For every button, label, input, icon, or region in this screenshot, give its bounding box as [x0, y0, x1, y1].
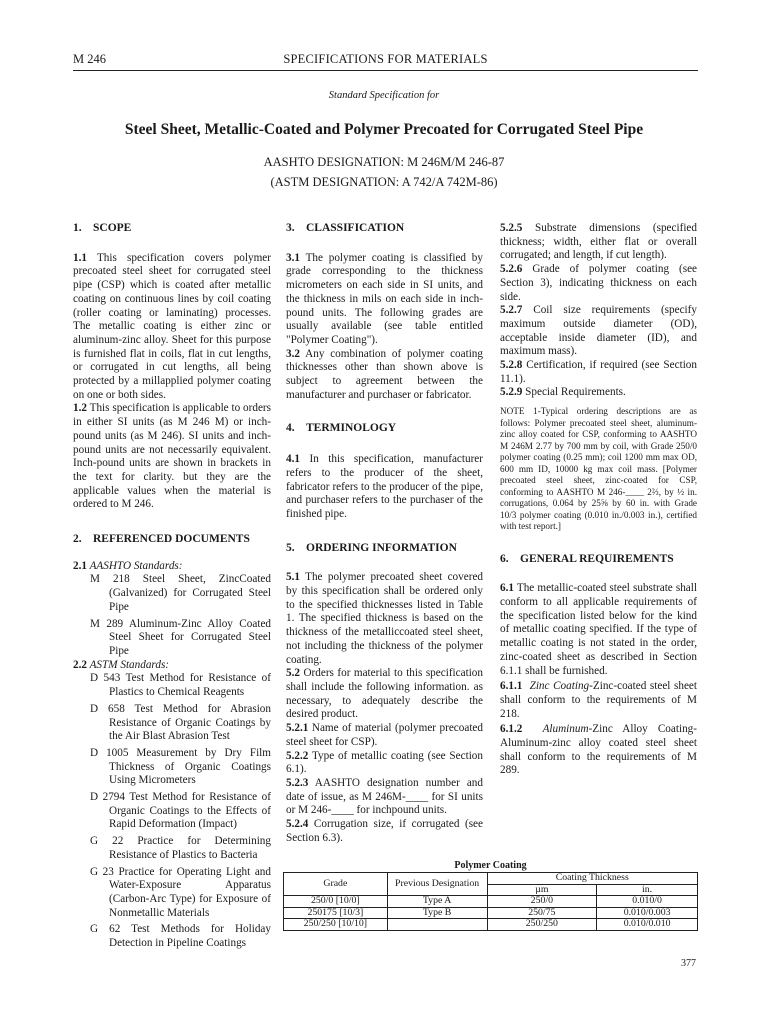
paragraph-6-1-2: 6.1.2 Aluminum-Zinc Alloy Coating-Aluminum-zinc alloy coated steel sheet shall conform to the requirements of M 289. [500, 723, 697, 777]
standard-kicker: Standard Specification for [328, 90, 440, 101]
cell-in: 0.010/0.010 [597, 919, 698, 931]
paragraph-5-2: 5.2 Orders for material to this specification shall include the following information. as necessary, to adequately describe the desired product. [286, 667, 483, 721]
cell-previous: Type A [387, 896, 487, 908]
table-row [284, 907, 698, 919]
ordering-note-1: NOTE 1-Typical ordering descriptions are as follows: Polymer precoated steel sheet, aluminum-zinc alloy coated for CSP, conforming to AASHTO M 246M 2.77 by 700 mm by coil, with Grade 250/0 polymer coating (0.25 mm); coil 1200 mm max OD, 600 mm ID, 10000 kg max coil mass. [Polymer precoated steel sheet, zinc-coated for CSP, conforming to AASHTO M 246-____ 2⅔, by ½ in. corrugations, 0.064 by 25⅝ by 60 in. with Grade 10/3 polymer coating (0.010 in./0.003 in.), certified with test report.] [500, 406, 697, 532]
reference-g22: G 22 Practice for Determining Resistance of Plastics to Bacteria [90, 835, 271, 861]
column-left [73, 222, 271, 951]
paragraph-6-1-1: 6.1.1 Zinc Coating-Zinc-coated steel sheet shall conform to the requirements of M 218. [500, 680, 698, 720]
paragraph-5-2-8: 5.2.8 Certification, if required (see Section 11.1). [500, 359, 697, 385]
reference-g23: G 23 Practice for Operating Light and Water-Exposure Apparatus (Carbon-Arc Type) for Exposure of Nonmetallic Materials [90, 865, 271, 919]
column-right [500, 222, 697, 778]
header-rule [73, 70, 698, 71]
header-previous-designation: Previous Designation [387, 873, 487, 896]
cell-grade: 250175 [10/3] [284, 907, 388, 919]
page-number: 377 [681, 958, 696, 969]
cell-grade: 250/250 [10/10] [284, 919, 388, 931]
section-heading-terminology: 4. TERMINOLOGY [286, 422, 397, 435]
polymer-coating-table [283, 872, 698, 931]
reference-m289: M 289 Aluminum-Zinc Alloy Coated Steel Sheet for Corrugated Steel Pipe [90, 617, 271, 657]
paragraph-5-2-2: 5.2.2 Type of metallic coating (see Section 6.1). [286, 749, 483, 776]
paragraph-5-2-7: 5.2.7 Coil size requirements (specify maximum outside diameter (OD), acceptable inside diameter (ID), and maximum mass). [500, 304, 697, 358]
paragraph-5-1: 5.1 The polymer precoated sheet covered by this specification shall be ordered only to the specified thicknesses listed in Table 1. The specified thickness is based on the thickness of the metalliccoated steel sheet, not including the thickness of the polymer coating. [286, 571, 483, 666]
section-heading-ordering-information: 5. ORDERING INFORMATION [286, 541, 457, 554]
paragraph-6-1: 6.1 The metallic-coated steel substrate shall conform to all applicable requirements of the specification listed below for the kind of metallic coating specified. If the type of metallic coating is not stated in the order, zinc-coated sheet as described in Section 6.1.1 shall be furnished. [500, 582, 697, 677]
header-micrometers: µm [487, 884, 597, 896]
header-grade: Grade [284, 873, 388, 896]
table-header-row [284, 873, 698, 885]
paragraph-3-1: 3.1 The polymer coating is classified by grade corresponding to the thickness micrometers on each side in SI units, and the thickness in mils on each side in inch-pound units. The following grades are usually available (see table entitled "Polymer Coating"). [286, 251, 483, 346]
cell-um: 250/75 [487, 907, 597, 919]
cell-in: 0.010/0 [597, 896, 698, 908]
paragraph-4-1: 4.1 In this specification, manufacturer refers to the producer of the sheet, fabricator refers to the producer of the pipe, and purchaser refers to the purchaser of the finished pipe. [286, 453, 483, 520]
section-heading-general-requirements: 6. GENERAL REQUIREMENTS [500, 552, 674, 565]
paragraph-1-1: 1.1 This specification covers polymer precoated steel sheet for corrugated steel pipe (CSP) which is coated after metallic coating on continuous lines by coil coating (roller coating or laminating) processes. The metallic coating is either zinc or aluminum-zinc alloy. Sheet for this purpose is furnished flat in coils, flat in cut lengths, or corrugated in cut lengths, all being protected by a millapplied polymer coating on one or both sides. [73, 251, 271, 401]
aashto-designation: AASHTO DESIGNATION: M 246M/M 246-87 [263, 155, 505, 169]
reference-g62: G 62 Test Methods for Holiday Detection in Pipeline Coatings [90, 923, 271, 950]
paragraph-5-2-1: 5.2.1 Name of material (polymer precoated steel sheet for CSP). [286, 722, 483, 748]
cell-um: 250/250 [487, 919, 597, 931]
document-title: Steel Sheet, Metallic-Coated and Polymer Precoated for Corrugated Steel Pipe [124, 121, 644, 138]
column-middle [286, 222, 483, 845]
paragraph-5-2-5: 5.2.5 Substrate dimensions (specified thickness; width, either flat or overall corrugated; and length, if cut length). [500, 222, 697, 262]
paragraph-2-2: 2.2 ASTM Standards: [73, 658, 170, 671]
astm-designation: (ASTM DESIGNATION: A 742/A 742M-86) [270, 175, 498, 189]
header-spec-code: M 246 [73, 52, 106, 66]
section-heading-classification: 3. CLASSIFICATION [286, 222, 405, 234]
table-caption: Polymer Coating [454, 860, 527, 871]
header-coating-thickness: Coating Thickness [487, 873, 698, 885]
header-inches: in. [597, 884, 698, 896]
paragraph-5-2-3: 5.2.3 AASHTO designation number and date of issue, as M 246M-____ for SI units or M 246-____ for inchpound units. [286, 776, 483, 817]
paragraph-1-2: 1.2 This specification is applicable to orders in either SI units (as M 246 M) or inch-pound units (as M 246). SI units and inch-pound units are not necessarily equivalent. Inch-pound units are shown in brackets in the text for clarity. but they are the applicable values when the material is ordered to M 246. [73, 402, 271, 511]
reference-d2794: D 2794 Test Method for Resistance of Organic Coatings to the Effects of Rapid Deformation (Impact) [90, 791, 271, 831]
reference-d658: D 658 Test Method for Abrasion Resistance of Organic Coatings by the Air Blast Abrasion Test [90, 702, 271, 743]
table-row [284, 896, 698, 908]
cell-grade: 250/0 [10/0] [284, 896, 388, 908]
paragraph-5-2-4: 5.2.4 Corrugation size, if corrugated (see Section 6.3). [286, 818, 483, 844]
reference-m218: M 218 Steel Sheet, ZincCoated (Galvanized) for Corrugated Steel Pipe [90, 573, 271, 613]
cell-previous: Type B [387, 907, 487, 919]
paragraph-2-1: 2.1 AASHTO Standards: [73, 559, 183, 572]
header-series-title: SPECIFICATIONS FOR MATERIALS [283, 52, 488, 66]
paragraph-5-2-9: 5.2.9 Special Requirements. [500, 386, 626, 399]
paragraph-3-2: 3.2 Any combination of polymer coating thicknesses other than shown above is subject to agreement between the manufacturer and purchaser or fabricator. [286, 347, 483, 401]
reference-d543: D 543 Test Method for Resistance of Plastics to Chemical Reagents [90, 672, 271, 699]
section-heading-scope: 1. SCOPE [73, 222, 132, 234]
paragraph-5-2-6: 5.2.6 Grade of polymer coating (see Section 3), indicating thickness on each side. [500, 263, 697, 303]
cell-previous [387, 919, 487, 931]
cell-um: 250/0 [487, 896, 597, 908]
astm-reference-list [73, 672, 271, 950]
section-heading-referenced-documents: 2. REFERENCED DOCUMENTS [73, 533, 250, 546]
aashto-reference-list [73, 573, 271, 658]
reference-d1005: D 1005 Measurement by Dry Film Thickness of Organic Coatings Using Micrometers [90, 746, 271, 787]
cell-in: 0.010/0.003 [597, 907, 698, 919]
table-row [284, 919, 698, 931]
